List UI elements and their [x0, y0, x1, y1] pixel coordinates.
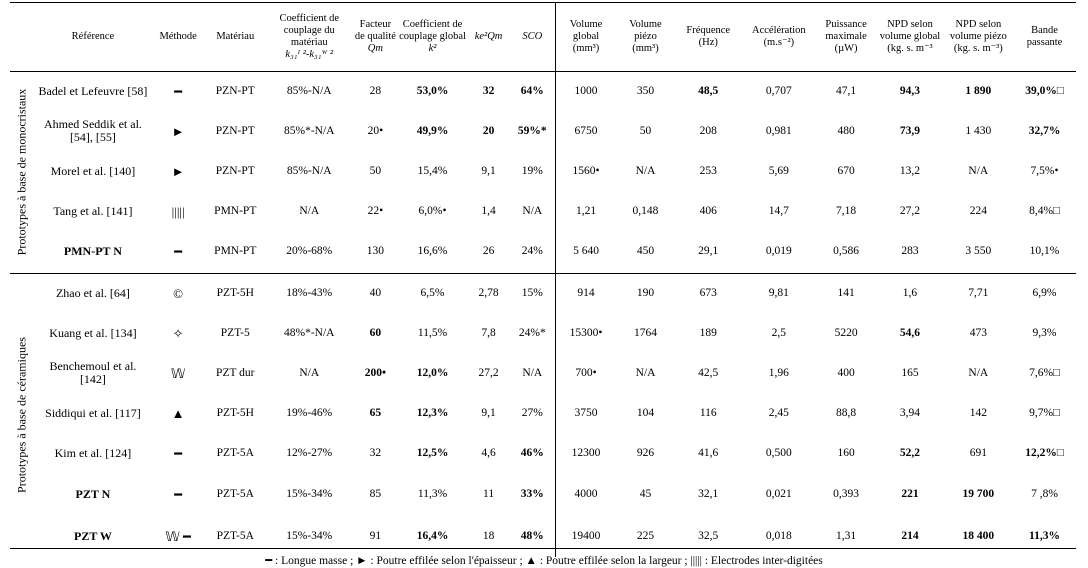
puissance-cell: 480 [837, 124, 855, 137]
sco-cell: 15% [510, 273, 555, 313]
bande-passante-cell: 9,7%□ [1029, 406, 1060, 419]
reference-cell: Kim et al. [124] [54, 445, 132, 460]
bande-passante-cell: 9,3% [1032, 326, 1057, 339]
ke2qm-cell: 9,1 [481, 164, 496, 177]
sco-cell: 24% [521, 245, 543, 258]
header-row [10, 3, 1076, 71]
table-row [10, 313, 1076, 353]
volume-global-cell: 3750 [555, 393, 616, 433]
npd-piezo-cell: 3 550 [965, 245, 992, 258]
method-symbol-cell: ━ [174, 244, 183, 260]
acceleration-cell: 14,7 [768, 204, 789, 217]
volume-piezo-cell: 0,148 [632, 204, 659, 217]
coeff-global-symbol: k² [428, 42, 437, 54]
comparison-table [10, 3, 1076, 557]
npd-piezo-cell: 473 [969, 326, 987, 339]
npd-piezo-cell: 1 890 [965, 84, 992, 97]
group-label-ceramiques [10, 273, 35, 557]
acceleration-cell: 0,981 [765, 124, 792, 137]
volume-piezo-cell: 104 [636, 406, 655, 419]
npd-global-cell: 221 [901, 487, 919, 500]
acceleration-cell: 5,69 [768, 164, 789, 177]
facteur-qualite-cell: 50 [369, 164, 382, 177]
method-symbol-cell: 𝕎 [170, 365, 186, 381]
facteur-qualite-cell: 28 [369, 84, 382, 97]
sco-cell: 19% [521, 164, 543, 177]
npd-global-cell: 94,3 [899, 84, 921, 97]
volume-piezo-cell: 225 [636, 529, 655, 542]
coeff-materiau-symbol: k₃₁ᴵ ²-k₃₁ᵂ ² [285, 48, 334, 60]
npd-global-cell: 52,2 [899, 446, 921, 459]
col-accel: Accélération (m.s⁻²) [742, 3, 816, 71]
ke2qm-cell: 26 [482, 245, 495, 258]
ke2qm-cell: 2,78 [467, 273, 510, 313]
frequence-cell: 48,5 [698, 84, 719, 97]
acceleration-cell: 0,019 [765, 245, 792, 258]
method-symbol-cell: ||||| [171, 203, 185, 219]
volume-piezo-cell: 45 [639, 487, 652, 500]
frequence-cell: 189 [699, 326, 717, 339]
facteur-qualite-cell: 22• [367, 204, 384, 217]
coeff-global-cell: 16,4% [416, 529, 449, 542]
col-coeff-materiau [266, 3, 353, 71]
method-symbol-cell: © [151, 273, 205, 313]
reference-cell: Ahmed Seddik et al. [54], [55] [43, 117, 142, 144]
material-cell: PZT-5H [205, 273, 266, 313]
volume-piezo-cell: 926 [636, 446, 655, 459]
material-cell: PZN-PT [215, 164, 255, 177]
npd-global-cell: 73,9 [899, 124, 921, 137]
coeff-materiau-cell: 12%-27% [286, 446, 333, 459]
vol-piezo-label: Volume piézo [629, 18, 662, 42]
group-label-monocristaux [10, 71, 35, 273]
coeff-global-cell: 12,3% [416, 406, 449, 419]
facteur-qualite-cell: 20• [367, 124, 384, 137]
reference-cell: PMN-PT N [63, 244, 122, 259]
facteur-qualite-cell: 32 [369, 446, 382, 459]
material-cell: PZT-5A [216, 529, 254, 542]
volume-global-cell: 15300• [555, 313, 616, 353]
sco-cell: N/A [522, 204, 543, 217]
volume-global-cell: 914 [555, 273, 616, 313]
reference-cell: Tang et al. [141] [53, 203, 133, 218]
table-row [10, 151, 1076, 191]
facteur-qualite-cell: 130 [366, 245, 384, 258]
sco-cell: 24%* [518, 326, 546, 339]
frequence-cell: 42,5 [698, 366, 719, 379]
npd-piezo-cell: 18 400 [962, 529, 995, 542]
coeff-materiau-cell: N/A [299, 204, 320, 217]
acceleration-cell: 2,45 [768, 406, 789, 419]
table-row [10, 191, 1076, 231]
reference-cell: Siddiqui et al. [117] [45, 405, 141, 420]
volume-global-cell: 5 640 [555, 231, 616, 273]
bande-passante-cell: 39,0%□ [1025, 84, 1064, 97]
npd-global-unit: (kg. s. m⁻³ [887, 42, 933, 54]
coeff-global-cell: 11,5% [417, 326, 448, 339]
puissance-cell: 47,1 [836, 84, 857, 97]
acceleration-cell: 0,021 [765, 487, 792, 500]
volume-global-cell: 1000 [555, 71, 616, 111]
frequence-cell: 29,1 [698, 245, 719, 258]
method-symbol-cell: 𝕎 ━ [165, 528, 191, 544]
bande-passante-cell: 6,9% [1013, 273, 1076, 313]
coeff-materiau-label: Coefficient de couplage du matériau [279, 12, 340, 48]
facteur-qualite-cell: 65 [369, 406, 382, 419]
coeff-materiau-cell: 18%-43% [266, 273, 353, 313]
puissance-cell: 670 [837, 164, 855, 177]
table-row [10, 231, 1076, 273]
coeff-materiau-cell: 85%-N/A [286, 84, 332, 97]
col-sco: SCO [510, 3, 555, 71]
method-symbol-cell: ► [171, 123, 185, 139]
ke2qm-cell: 11 [483, 487, 495, 500]
sco-cell: 59%* [517, 124, 547, 137]
volume-global-cell: 12300 [555, 433, 616, 473]
facteur-qualite-cell: 85 [369, 487, 382, 500]
col-reference: Référence [35, 3, 152, 71]
coeff-materiau-cell: 15%-34% [286, 487, 333, 500]
col-vol-global [555, 3, 616, 71]
sco-cell: 27% [521, 406, 543, 419]
frequence-cell: 253 [699, 164, 717, 177]
acceleration-cell: 1,96 [768, 366, 789, 379]
puissance-cell: 88,8 [836, 406, 857, 419]
frequence-cell: 406 [699, 204, 717, 217]
table-bottom-rule [10, 548, 1076, 549]
acceleration-cell: 0,018 [765, 529, 792, 542]
coeff-global-cell: 11,3% [417, 487, 448, 500]
group-header [10, 3, 35, 71]
reference-cell: Badel et Lefeuvre [58] [38, 83, 148, 98]
ke2qm-cell: 4,6 [481, 446, 496, 459]
frequence-cell: 116 [699, 406, 717, 419]
vol-global-unit: (mm³) [572, 42, 600, 54]
vol-global-label: Volume global [569, 18, 603, 42]
coeff-global-cell: 12,0% [416, 366, 449, 379]
puissance-cell: 0,586 [833, 245, 860, 258]
col-bande: Bande passante [1013, 3, 1076, 71]
volume-global-cell: 4000 [555, 473, 616, 515]
sco-cell: 33% [520, 487, 544, 500]
ke2qm-cell: 7,8 [481, 326, 496, 339]
coeff-global-cell: 49,9% [416, 124, 449, 137]
npd-global-cell: 165 [901, 366, 919, 379]
bande-passante-cell: 7,5%• [1030, 164, 1059, 177]
method-symbol-cell: ━ [174, 83, 183, 99]
material-cell: PZT dur [216, 366, 255, 379]
method-symbol-cell: ━ [174, 445, 183, 461]
puissance-cell: 141 [816, 273, 877, 313]
method-symbol-cell: ✧ [172, 325, 184, 341]
volume-global-cell: 6750 [555, 111, 616, 151]
acceleration-cell: 2,5 [771, 326, 787, 339]
table-body [10, 71, 1076, 557]
acceleration-cell: 9,81 [742, 273, 816, 313]
reference-cell: Kuang et al. [134] [49, 325, 137, 340]
coeff-global-cell: 6,0%• [418, 204, 447, 217]
bande-passante-cell: 7 ,8% [1031, 487, 1058, 500]
coeff-materiau-cell: 85%*-N/A [284, 124, 335, 137]
npd-global-cell: 3,94 [899, 406, 921, 419]
coeff-global-cell: 16,6% [417, 245, 448, 258]
material-cell: PZN-PT [215, 84, 255, 97]
bande-passante-cell: 32,7% [1028, 124, 1061, 137]
table-row [10, 71, 1076, 111]
col-freq: Fréquence (Hz) [675, 3, 742, 71]
group-label-text: Prototypes à base de céramiques [14, 337, 29, 494]
coeff-global-cell: 12,5% [416, 446, 449, 459]
puissance-cell: 7,18 [836, 204, 857, 217]
bande-passante-cell: 12,2%□ [1025, 446, 1064, 459]
puissance-cell: 5220 [834, 326, 858, 339]
coeff-global-label: Coefficient de couplage global [399, 18, 466, 42]
material-cell: PZT-5A [216, 487, 254, 500]
col-coeff-global [398, 3, 467, 71]
ke2qm-cell: 20 [482, 124, 495, 137]
ke2qm-cell: 1,4 [481, 204, 496, 217]
facteur-qualite-cell: 40 [353, 273, 398, 313]
footnote: ━ : Longue masse ; ► : Poutre effilée selon l'épaisseur ; ▲ : Poutre effilée selon la largeur ; ||||| : Electrodes inter-digitées [265, 555, 823, 567]
vol-piezo-unit: (mm³) [632, 42, 659, 54]
table-row [10, 433, 1076, 473]
ke2qm-cell: 27,2 [478, 366, 499, 379]
facteur-label: Facteur de qualité [354, 18, 396, 42]
reference-cell: Benchemoul et al.[142] [49, 359, 137, 386]
npd-global-cell: 283 [901, 245, 919, 258]
table-row [10, 353, 1076, 393]
npd-global-cell: 27,2 [899, 204, 921, 217]
coeff-materiau-cell: 48%*-N/A [284, 326, 335, 339]
volume-piezo-cell: 350 [636, 84, 655, 97]
puissance-cell: 160 [837, 446, 855, 459]
frequence-cell: 32,5 [698, 529, 719, 542]
npd-piezo-cell: 7,71 [944, 273, 1013, 313]
volume-piezo-cell: 190 [616, 273, 674, 313]
sco-cell: 48% [520, 529, 544, 542]
facteur-qualite-cell: 91 [369, 529, 382, 542]
table-row [10, 473, 1076, 515]
npd-piezo-cell: 19 700 [962, 487, 995, 500]
coeff-materiau-cell: 15%-34% [286, 529, 333, 542]
npd-global-cell: 54,6 [899, 326, 921, 339]
volume-piezo-cell: 1764 [633, 326, 657, 339]
npd-piezo-cell: N/A [968, 366, 989, 379]
volume-piezo-cell: 50 [639, 124, 652, 137]
sco-cell: N/A [522, 366, 543, 379]
sco-cell: 46% [520, 446, 544, 459]
col-methode: Méthode [151, 3, 205, 71]
coeff-global-cell: 6,5% [398, 273, 467, 313]
material-cell: PMN-PT [214, 245, 257, 258]
bande-passante-cell: 8,4%□ [1029, 204, 1060, 217]
method-symbol-cell: ▲ [171, 405, 185, 421]
col-puissance: Puissance maximale (µW) [816, 3, 877, 71]
bande-passante-cell: 10,1% [1029, 245, 1060, 258]
frequence-cell: 32,1 [698, 487, 719, 500]
volume-piezo-cell: N/A [635, 164, 656, 177]
coeff-materiau-cell: 20%-68% [286, 245, 333, 258]
puissance-cell: 400 [837, 366, 855, 379]
material-cell: PMN-PT [214, 204, 257, 217]
npd-piezo-label: NPD selon volume piézo [949, 18, 1007, 42]
method-symbol-cell: ► [171, 163, 185, 179]
npd-global-label: NPD selon volume global [879, 18, 941, 42]
ke2qm-cell: 9,1 [481, 406, 496, 419]
npd-global-cell: 13,2 [899, 164, 921, 177]
material-cell: PZN-PT [215, 124, 255, 137]
material-cell: PZT-5H [216, 406, 254, 419]
facteur-qualite-cell: 60 [369, 326, 382, 339]
acceleration-cell: 0,500 [765, 446, 792, 459]
npd-piezo-unit: (kg. s. m⁻³) [953, 42, 1003, 54]
table-row [10, 393, 1076, 433]
frequence-cell: 41,6 [698, 446, 719, 459]
coeff-materiau-cell: 85%-N/A [286, 164, 332, 177]
material-cell: PZT-5A [216, 446, 254, 459]
col-keqm: ke²Qm [467, 3, 510, 71]
npd-piezo-cell: 691 [969, 446, 987, 459]
volume-piezo-cell: N/A [635, 366, 656, 379]
ke2qm-cell: 32 [482, 84, 495, 97]
frequence-cell: 673 [675, 273, 742, 313]
table-row [10, 515, 1076, 557]
coeff-global-cell: 15,4% [417, 164, 448, 177]
npd-global-cell: 1,6 [876, 273, 943, 313]
coeff-materiau-cell: 19%-46% [286, 406, 333, 419]
method-symbol-cell: ━ [174, 486, 183, 502]
col-npd-piezo [944, 3, 1013, 71]
reference-cell: Morel et al. [140] [50, 163, 136, 178]
puissance-cell: 1,31 [836, 529, 857, 542]
reference-cell: PZT W [73, 528, 112, 543]
table-row [10, 111, 1076, 151]
npd-piezo-cell: 1 430 [965, 124, 992, 137]
volume-global-cell: 1560• [555, 151, 616, 191]
reference-cell: Zhao et al. [64] [35, 273, 152, 313]
ke2qm-cell: 18 [482, 529, 495, 542]
bande-passante-cell: 7,6%□ [1029, 366, 1060, 379]
coeff-global-cell: 53,0% [416, 84, 449, 97]
col-materiau: Matériau [205, 3, 266, 71]
col-npd-global [876, 3, 943, 71]
puissance-cell: 0,393 [833, 487, 860, 500]
npd-piezo-cell: 224 [969, 204, 987, 217]
reference-cell: PZT N [75, 486, 111, 501]
group-label-text: Prototypes à base de monocristaux [14, 88, 29, 256]
volume-global-cell: 19400 [555, 515, 616, 557]
facteur-symbol: Qm [367, 42, 383, 54]
acceleration-cell: 0,707 [765, 84, 792, 97]
npd-piezo-cell: 142 [969, 406, 987, 419]
table-row [10, 273, 1076, 313]
material-cell: PZT-5 [220, 326, 250, 339]
sco-cell: 64% [520, 84, 544, 97]
col-facteur [353, 3, 398, 71]
coeff-materiau-cell: N/A [299, 366, 320, 379]
npd-piezo-cell: N/A [968, 164, 989, 177]
facteur-qualite-cell: 200• [364, 366, 386, 379]
frequence-cell: 208 [699, 124, 717, 137]
col-vol-piezo [616, 3, 674, 71]
volume-piezo-cell: 450 [636, 245, 655, 258]
volume-global-cell: 700• [555, 353, 616, 393]
volume-global-cell: 1,21 [555, 191, 616, 231]
npd-global-cell: 214 [901, 529, 919, 542]
bande-passante-cell: 11,3% [1029, 529, 1061, 542]
